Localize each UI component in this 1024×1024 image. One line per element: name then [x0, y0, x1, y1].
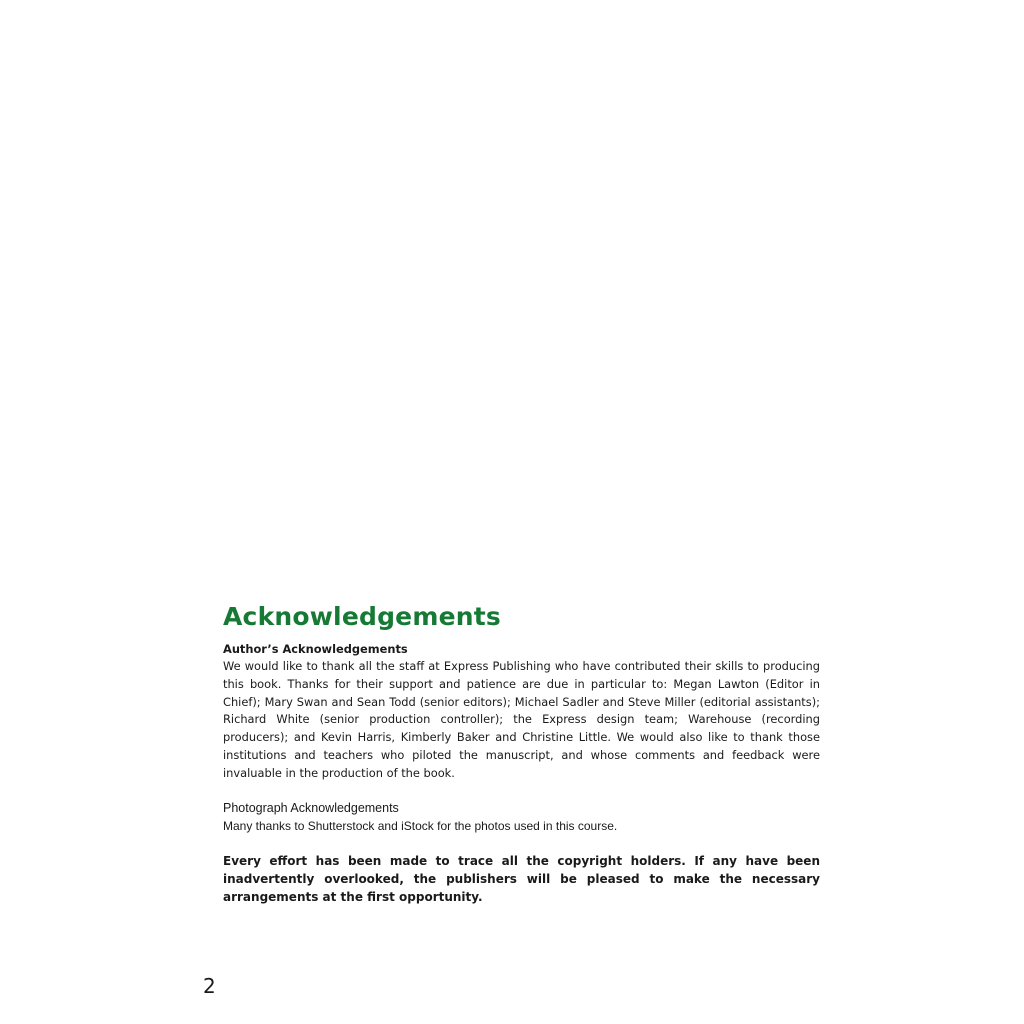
photograph-acknowledgements-heading: Photograph Acknowledgements — [223, 801, 399, 816]
page-title: Acknowledgements — [223, 602, 501, 631]
authors-acknowledgements-text: We would like to thank all the staff at Express Publishing who have contributed their skills to producing this book. Thanks for their support and patience are due in particular to: Megan Lawton (Editor in Chief); Mary Swan and Sean Todd (senior editors); Michael Sadler and Steve Miller (editorial assistants); Richard White (senior production controller); the Express design team; Warehouse (recording producers); and Kevin Harris, Kimberly Baker and Christine Little. We would also like to thank those institutions and teachers who piloted the manuscript, and whose comments and feedback were invaluable in the production of the book. — [223, 659, 820, 780]
page-number: 2 — [203, 974, 216, 998]
authors-acknowledgements-heading: Author’s Acknowledgements — [223, 642, 408, 656]
photograph-acknowledgements-text: Many thanks to Shutterstock and iStock for the photos used in this course. — [223, 819, 618, 834]
acknowledgements-section — [223, 600, 820, 906]
copyright-notice: Every effort has been made to trace all the copyright holders. If any have been inadvertently overlooked, the publishers will be pleased to make the necessary arrangements at the first opportunity. — [223, 854, 820, 905]
